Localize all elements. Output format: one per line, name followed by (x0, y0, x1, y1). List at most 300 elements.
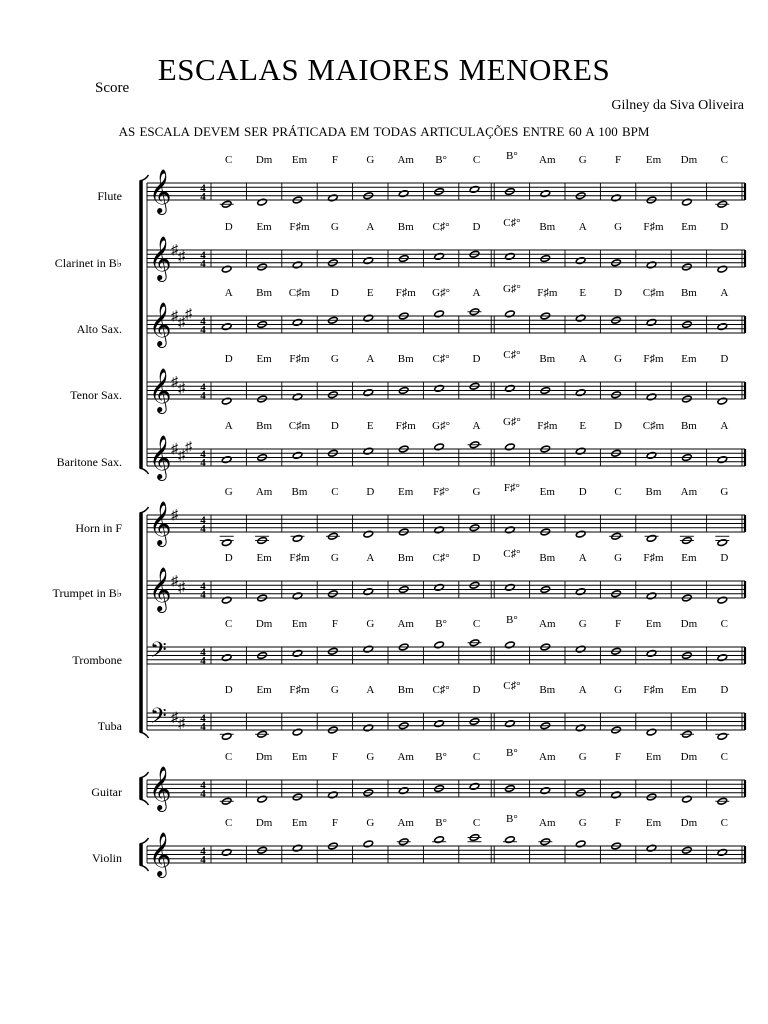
chord-symbol: F♯m (537, 287, 558, 299)
chord-symbol: D (614, 287, 623, 299)
chord-symbol: Em (645, 154, 662, 166)
chord-symbol: E (366, 420, 374, 432)
chord-symbol: D (366, 486, 375, 498)
chord-symbol: D (472, 552, 481, 564)
whole-note (505, 526, 515, 534)
chord-symbol: Em (291, 618, 308, 630)
chord-symbol: F♯m (643, 221, 664, 233)
whole-note (717, 323, 727, 331)
chord-symbol: C (225, 154, 233, 166)
chord-symbol: B° (435, 817, 447, 829)
chord-symbol: C♯° (503, 680, 521, 692)
chord-symbol: C (472, 154, 481, 166)
chord-symbol: D (472, 353, 481, 365)
whole-note (222, 848, 232, 856)
chord-symbol: G♯° (432, 420, 451, 432)
whole-note (292, 451, 302, 459)
chord-symbol: C♯° (432, 684, 450, 696)
time-signature-bottom: 4 (200, 589, 206, 601)
chord-symbol: C (472, 618, 481, 630)
key-signature-sharp-icon: ♯ (171, 243, 178, 258)
chord-symbol: Em (256, 353, 272, 365)
chord-symbol: A (720, 287, 729, 299)
treble-clef-icon: 𝄞 (149, 768, 172, 810)
instrument-name-flute: Flute (97, 189, 122, 203)
time-signature-bottom: 4 (200, 324, 206, 336)
chord-symbol: D (720, 353, 729, 365)
chord-symbol: E (579, 420, 587, 432)
key-signature-sharp-icon: ♯ (171, 442, 178, 457)
whole-note (363, 257, 373, 265)
whole-note (257, 795, 267, 803)
instrument-name-guitar: Guitar (91, 785, 122, 799)
chord-symbol: Dm (680, 751, 698, 763)
whole-note (292, 728, 302, 736)
whole-note (576, 447, 586, 455)
whole-note (505, 384, 515, 392)
chord-symbol: A (578, 684, 587, 696)
time-signature-bottom: 4 (200, 390, 206, 402)
whole-note (363, 530, 373, 538)
chord-symbol: C♯° (503, 548, 521, 560)
score-label: Score (95, 80, 130, 96)
time-signature-bottom: 4 (200, 721, 206, 733)
chord-symbol: D (330, 287, 339, 299)
chord-symbol: B° (435, 618, 447, 630)
whole-note (257, 198, 267, 206)
chord-symbol: C (720, 618, 728, 630)
chord-symbol: A (366, 221, 375, 233)
chord-symbol: Dm (680, 154, 698, 166)
brass-bracket-cap (140, 507, 149, 513)
chord-symbol: F♯m (289, 353, 310, 365)
chord-symbol: D (224, 221, 233, 233)
chord-symbol: A (472, 420, 481, 432)
whole-note (222, 654, 232, 662)
whole-note (363, 724, 373, 732)
key-signature-sharp-icon: ♯ (185, 306, 192, 322)
chord-symbol: Dm (255, 154, 273, 166)
chord-symbol: G (366, 618, 375, 630)
composer-name: Gilney da Siva Oliveira (611, 98, 744, 113)
chord-symbol: D (720, 552, 729, 564)
time-signature-top: 4 (200, 646, 206, 659)
guitar-bracket-cap (140, 799, 149, 805)
chord-symbol: F (331, 817, 338, 829)
chord-symbol: Am (397, 751, 414, 763)
chord-symbol: B° (506, 150, 518, 162)
chord-symbol: Em (681, 552, 697, 564)
whole-note (717, 456, 727, 464)
whole-note (363, 314, 373, 322)
whole-note (646, 261, 656, 269)
chord-symbol: F (615, 154, 622, 166)
chord-symbol: G (330, 684, 339, 696)
whole-note (576, 588, 586, 596)
staff (147, 183, 745, 208)
chord-symbol: C♯m (642, 420, 665, 432)
chord-symbol: Am (539, 751, 556, 763)
whole-note (434, 252, 444, 260)
chord-symbol: C (331, 486, 339, 498)
chord-symbol: Dm (255, 618, 273, 630)
whole-note (469, 185, 479, 193)
chord-symbol: Em (291, 154, 308, 166)
whole-note (646, 728, 656, 736)
score-subtitle: AS ESCALA DEVEM SER PRÁTICADA EM TODAS ARTICULAÇÕES ENTRE 60 A 100 BPM (118, 124, 650, 139)
whole-note (505, 720, 515, 728)
whole-note (222, 323, 232, 331)
chord-symbol: A (578, 221, 587, 233)
time-signature-top: 4 (200, 845, 206, 858)
whole-note (576, 389, 586, 397)
treble-clef-icon: 𝄞 (149, 437, 172, 479)
chord-symbol: Am (255, 486, 273, 498)
whole-note (646, 318, 656, 326)
chord-symbol: D (614, 420, 623, 432)
chord-symbol: F (331, 154, 338, 166)
chord-symbol: C♯m (288, 287, 311, 299)
chord-symbol: Em (645, 618, 662, 630)
chord-symbol: C (225, 817, 233, 829)
chord-symbol: D (472, 684, 481, 696)
chord-symbol: D (472, 221, 481, 233)
whole-note (434, 384, 444, 392)
chord-symbol: A (366, 353, 375, 365)
time-signature-bottom: 4 (200, 788, 206, 800)
chord-symbol: C♯° (432, 221, 450, 233)
chord-symbol: C (720, 154, 728, 166)
time-signature-top: 4 (200, 779, 206, 792)
chord-symbol: Dm (255, 817, 273, 829)
chord-symbol: Am (539, 154, 556, 166)
whole-note (328, 194, 338, 202)
chord-symbol: Em (398, 486, 414, 498)
time-signature-top: 4 (200, 182, 206, 195)
score-title: ESCALAS MAIORES MENORES (157, 52, 611, 87)
whole-note (399, 787, 409, 795)
chord-symbol: Bm (645, 486, 662, 498)
chord-symbol: Dm (255, 751, 273, 763)
key-signature-sharp-icon: ♯ (185, 439, 192, 455)
treble-clef-icon: 𝄞 (149, 834, 172, 876)
chord-symbol: B° (435, 154, 447, 166)
chord-symbol: D (224, 684, 233, 696)
staff (147, 250, 745, 273)
whole-note (222, 732, 232, 740)
whole-note (717, 539, 727, 547)
chord-symbol: G (578, 154, 587, 166)
whole-note (363, 389, 373, 397)
chord-symbol: G (578, 618, 587, 630)
chord-symbol: Em (681, 684, 697, 696)
time-signature-top: 4 (200, 249, 206, 262)
chord-symbol: Em (256, 221, 272, 233)
key-signature-sharp-icon: ♯ (171, 309, 178, 324)
whole-note (505, 583, 515, 591)
violin-bracket-cap (140, 838, 149, 844)
whole-note (222, 456, 232, 464)
chord-symbol: Em (256, 684, 272, 696)
chord-symbol: Bm (539, 353, 556, 365)
chord-symbol: F♯m (643, 353, 664, 365)
chord-symbol: Am (680, 486, 698, 498)
chord-symbol: Em (681, 353, 697, 365)
chord-symbol: Am (397, 817, 414, 829)
time-signature-top: 4 (200, 580, 206, 593)
key-signature-sharp-icon: ♯ (178, 381, 185, 397)
chord-symbol: F (615, 618, 622, 630)
chord-symbol: Bm (397, 684, 414, 696)
chord-symbol: G (330, 221, 339, 233)
whole-note (363, 840, 373, 848)
chord-symbol: C♯m (288, 420, 311, 432)
chord-symbol: Bm (539, 221, 556, 233)
whole-note (576, 314, 586, 322)
chord-symbol: G (224, 486, 233, 498)
chord-symbol: G (720, 486, 729, 498)
chord-symbol: Am (539, 817, 556, 829)
chord-symbol: G♯° (432, 287, 451, 299)
chord-symbol: D (330, 420, 339, 432)
chord-symbol: F (331, 618, 338, 630)
whole-note (434, 583, 444, 591)
chord-symbol: A (472, 287, 481, 299)
whole-note (222, 596, 232, 604)
chord-symbol: Bm (680, 287, 697, 299)
violin-bracket-cap (140, 865, 149, 871)
chord-symbol: B° (506, 747, 518, 759)
chord-symbol: G (614, 221, 623, 233)
instrument-name-tuba: Tuba (97, 719, 122, 733)
chord-symbol: F♯m (289, 221, 310, 233)
whole-note (434, 720, 444, 728)
bass-clef-icon: 𝄢 (150, 704, 167, 733)
key-signature-sharp-icon: ♯ (178, 448, 185, 464)
chord-symbol: G♯° (502, 416, 521, 428)
chord-symbol: A (224, 287, 233, 299)
whole-note (434, 443, 444, 451)
whole-note (434, 526, 444, 534)
chord-symbol: F♯m (289, 684, 310, 696)
whole-note (399, 190, 409, 198)
treble-clef-icon: 𝄞 (149, 238, 172, 280)
chord-symbol: Em (291, 817, 308, 829)
chord-symbol: C (614, 486, 622, 498)
staff (147, 581, 745, 604)
key-signature-sharp-icon: ♯ (171, 508, 178, 523)
instrument-name-alto-sax: Alto Sax. (76, 322, 122, 336)
whole-note (646, 592, 656, 600)
chord-symbol: Em (291, 751, 308, 763)
whole-note (540, 787, 550, 795)
chord-symbol: Em (645, 751, 662, 763)
treble-clef-icon: 𝄞 (149, 569, 172, 611)
chord-symbol: A (720, 420, 729, 432)
whole-note (505, 310, 515, 318)
chord-symbol: F♯m (643, 552, 664, 564)
bass-clef-icon: 𝄢 (150, 638, 167, 667)
staff (147, 713, 745, 740)
chord-symbol: Am (539, 618, 556, 630)
staff (147, 515, 745, 547)
whole-note (611, 194, 621, 202)
chord-symbol: C♯m (642, 287, 665, 299)
chord-symbol: Bm (397, 552, 414, 564)
staff (147, 834, 745, 863)
key-signature-sharp-icon: ♯ (178, 716, 185, 732)
whole-note (292, 844, 302, 852)
whole-note (363, 447, 373, 455)
chord-symbol: A (578, 353, 587, 365)
chord-symbol: F♯m (289, 552, 310, 564)
chord-symbol: G (366, 817, 375, 829)
chord-symbol: F (615, 817, 622, 829)
chord-symbol: Am (397, 154, 414, 166)
instrument-name-tenor-sax: Tenor Sax. (70, 388, 122, 402)
chord-symbol: F (331, 751, 338, 763)
guitar-bracket-cap (140, 772, 149, 778)
time-signature-top: 4 (200, 381, 206, 394)
key-signature-sharp-icon: ♯ (178, 249, 185, 265)
chord-symbol: F♯m (643, 684, 664, 696)
key-signature-sharp-icon: ♯ (171, 710, 178, 726)
chord-symbol: G (614, 552, 623, 564)
time-signature-bottom: 4 (200, 258, 206, 270)
chord-symbol: Dm (680, 618, 698, 630)
chord-symbol: C (225, 618, 233, 630)
key-signature-sharp-icon: ♯ (178, 315, 185, 331)
chord-symbol: D (224, 552, 233, 564)
chord-symbol: D (720, 684, 729, 696)
chord-symbol: F♯m (395, 287, 416, 299)
time-signature-bottom: 4 (200, 854, 206, 866)
whole-note (717, 265, 727, 273)
chord-symbol: D (720, 221, 729, 233)
time-signature-bottom: 4 (200, 523, 206, 535)
time-signature-bottom: 4 (200, 655, 206, 667)
chord-symbol: Bm (680, 420, 697, 432)
whole-note (576, 645, 586, 653)
chord-symbol: Bm (539, 684, 556, 696)
whole-note (646, 844, 656, 852)
whole-note (576, 840, 586, 848)
chord-symbol: G (614, 684, 623, 696)
woodwinds-bracket-cap (140, 175, 149, 181)
chord-symbol: Bm (397, 353, 414, 365)
chord-symbol: F♯° (433, 486, 450, 498)
chord-symbol: F (615, 751, 622, 763)
chord-symbol: C♯° (432, 353, 450, 365)
woodwinds-bracket-cap (140, 468, 149, 474)
chord-symbol: Em (645, 817, 662, 829)
chord-symbol: C (225, 751, 233, 763)
chord-symbol: C (472, 817, 481, 829)
whole-note (682, 198, 692, 206)
chord-symbol: F♯m (395, 420, 416, 432)
staff (147, 639, 745, 664)
chord-symbol: B° (506, 813, 518, 825)
whole-note (682, 795, 692, 803)
whole-note (222, 265, 232, 273)
whole-note (717, 732, 727, 740)
chord-symbol: F♯° (503, 482, 520, 494)
whole-note (328, 791, 338, 799)
chord-symbol: C (720, 817, 728, 829)
chord-symbol: A (366, 552, 375, 564)
chord-symbol: B° (435, 751, 447, 763)
whole-note (434, 641, 444, 649)
staff (147, 441, 745, 466)
whole-note (222, 397, 232, 405)
chord-symbol: D (578, 486, 587, 498)
time-signature-top: 4 (200, 315, 206, 328)
whole-note (505, 836, 515, 844)
chord-symbol: G (366, 751, 375, 763)
chord-symbol: C♯° (503, 349, 521, 361)
instrument-name-trombone: Trombone (72, 653, 122, 667)
chord-symbol: C♯° (503, 217, 521, 229)
whole-note (292, 534, 302, 542)
chord-symbol: G (578, 817, 587, 829)
time-signature-bottom: 4 (200, 457, 206, 469)
time-signature-top: 4 (200, 448, 206, 461)
whole-note (646, 451, 656, 459)
chord-symbol: G (578, 751, 587, 763)
whole-note (363, 588, 373, 596)
chord-symbol: Am (397, 618, 414, 630)
treble-clef-icon: 𝄞 (149, 503, 172, 545)
chord-symbol: Dm (680, 817, 698, 829)
whole-note (505, 443, 515, 451)
whole-note (469, 782, 479, 790)
whole-note (717, 397, 727, 405)
whole-note (505, 641, 515, 649)
key-signature-sharp-icon: ♯ (171, 375, 178, 390)
chord-symbol: G (330, 552, 339, 564)
whole-note (611, 791, 621, 799)
whole-note (292, 393, 302, 401)
chord-symbol: B° (506, 614, 518, 626)
chord-symbol: Bm (397, 221, 414, 233)
chord-symbol: G (472, 486, 481, 498)
chord-symbol: C (472, 751, 481, 763)
chord-symbol: C (720, 751, 728, 763)
whole-note (646, 393, 656, 401)
chord-symbol: G♯° (502, 283, 521, 295)
instrument-name-baritone-sax: Baritone Sax. (56, 455, 122, 469)
whole-note (717, 596, 727, 604)
instrument-name-trumpet: Trumpet in B♭ (52, 586, 122, 600)
chord-symbol: C♯° (432, 552, 450, 564)
key-signature-sharp-icon: ♯ (171, 574, 178, 589)
chord-symbol: Em (539, 486, 555, 498)
chord-symbol: Em (256, 552, 272, 564)
chord-symbol: D (224, 353, 233, 365)
staff (147, 308, 745, 333)
brass-bracket-cap (140, 732, 149, 738)
treble-clef-icon: 𝄞 (149, 304, 172, 346)
staff (147, 780, 745, 805)
whole-note (540, 190, 550, 198)
staff (147, 382, 745, 405)
whole-note (363, 645, 373, 653)
instrument-name-clarinet: Clarinet in B♭ (54, 256, 122, 270)
chord-symbol: G (330, 353, 339, 365)
chord-symbol: A (578, 552, 587, 564)
whole-note (646, 534, 656, 542)
time-signature-bottom: 4 (200, 191, 206, 203)
